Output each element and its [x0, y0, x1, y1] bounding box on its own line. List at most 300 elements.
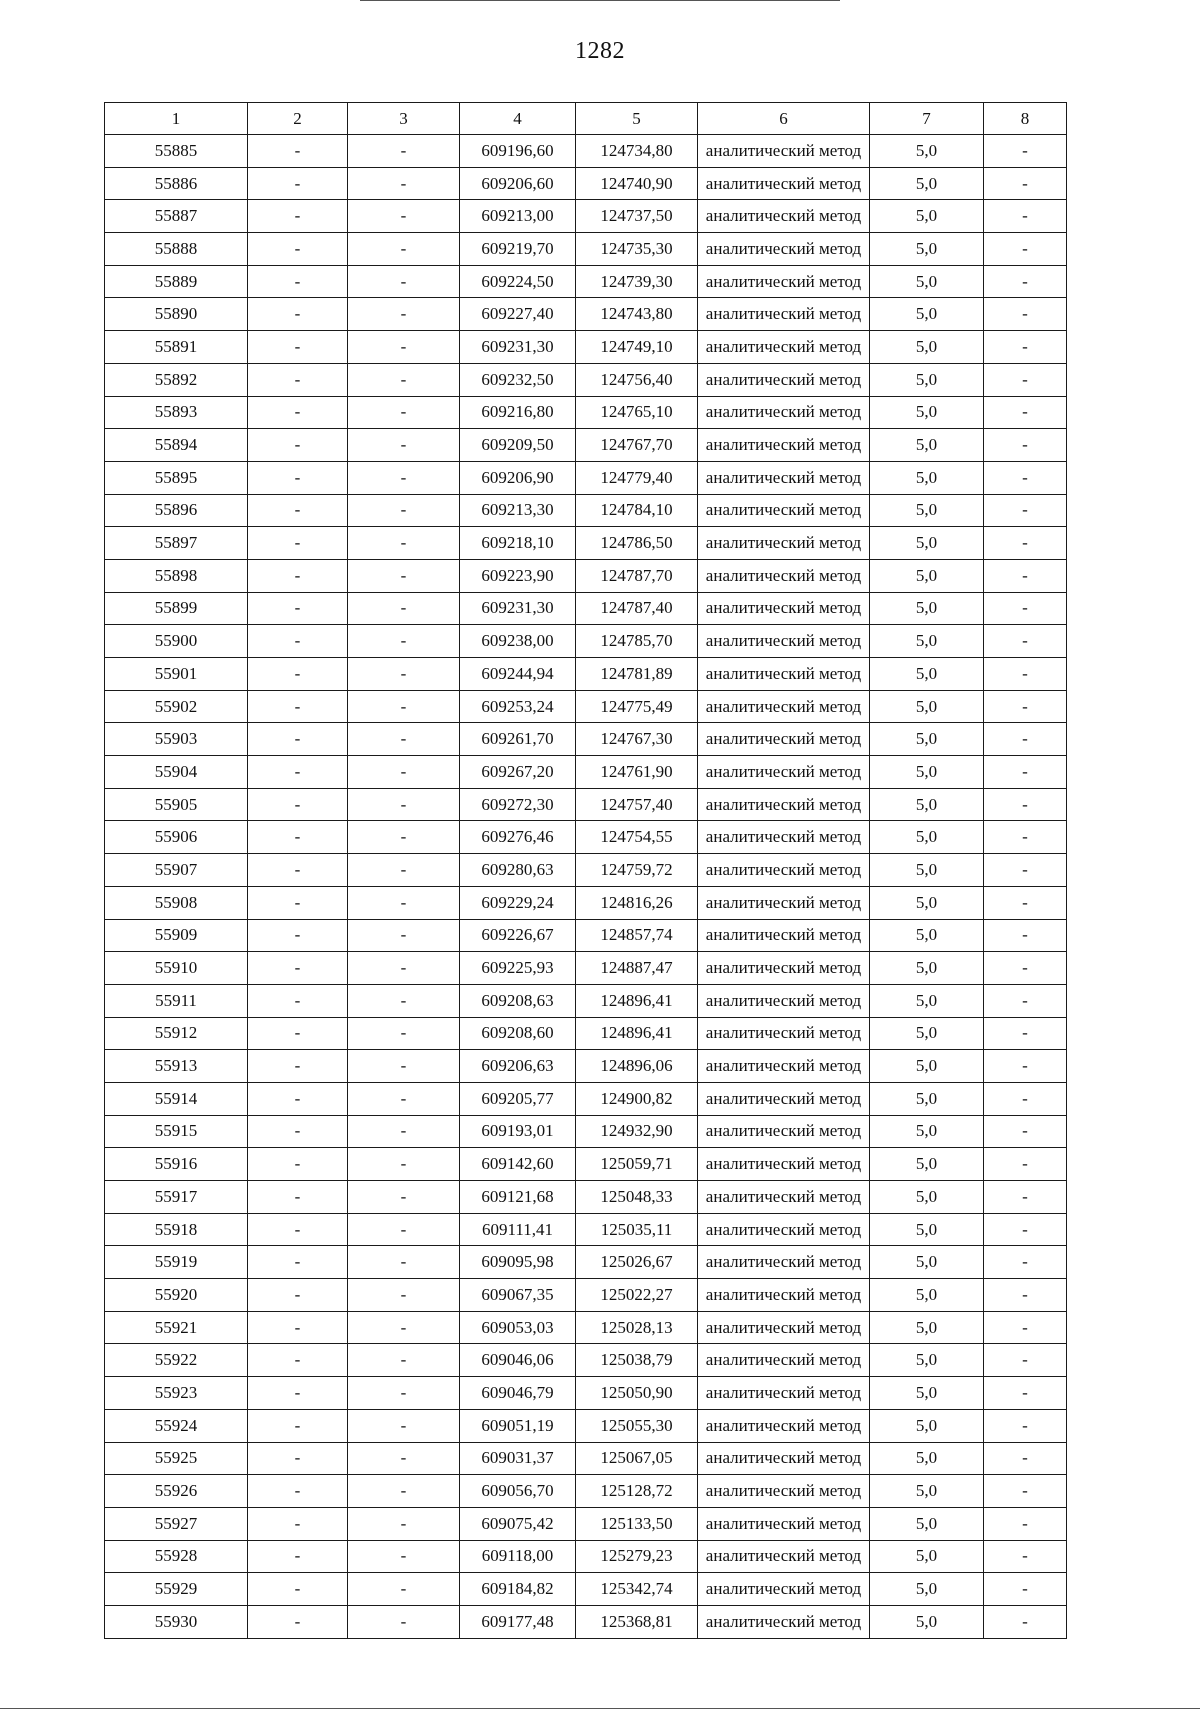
- cell-col2: -: [248, 919, 348, 952]
- cell-col8: -: [984, 1573, 1067, 1606]
- cell-col3: -: [348, 135, 460, 168]
- page-number: 1282: [575, 38, 625, 64]
- accuracy: 5,0: [870, 233, 984, 266]
- table-row: [105, 1540, 1067, 1573]
- method: аналитический метод: [698, 984, 870, 1017]
- y-coordinate: 124896,06: [576, 1050, 698, 1083]
- point-number: 55890: [105, 298, 248, 331]
- point-number: 55910: [105, 952, 248, 985]
- cell-col3: -: [348, 200, 460, 233]
- cell-col8: -: [984, 1311, 1067, 1344]
- accuracy: 5,0: [870, 952, 984, 985]
- accuracy: 5,0: [870, 363, 984, 396]
- y-coordinate: 124816,26: [576, 886, 698, 919]
- cell-col3: -: [348, 919, 460, 952]
- point-number: 55905: [105, 788, 248, 821]
- accuracy: 5,0: [870, 1148, 984, 1181]
- accuracy: 5,0: [870, 984, 984, 1017]
- y-coordinate: 125279,23: [576, 1540, 698, 1573]
- x-coordinate: 609218,10: [460, 527, 576, 560]
- method: аналитический метод: [698, 363, 870, 396]
- cell-col8: -: [984, 233, 1067, 266]
- cell-col3: -: [348, 396, 460, 429]
- y-coordinate: 125038,79: [576, 1344, 698, 1377]
- x-coordinate: 609261,70: [460, 723, 576, 756]
- point-number: 55930: [105, 1605, 248, 1638]
- cell-col2: -: [248, 494, 348, 527]
- y-coordinate: 124887,47: [576, 952, 698, 985]
- point-number: 55912: [105, 1017, 248, 1050]
- scan-edge-top: [360, 0, 840, 1]
- y-coordinate: 124757,40: [576, 788, 698, 821]
- x-coordinate: 609244,94: [460, 658, 576, 691]
- method: аналитический метод: [698, 1082, 870, 1115]
- cell-col3: -: [348, 756, 460, 789]
- cell-col2: -: [248, 233, 348, 266]
- table-row: [105, 527, 1067, 560]
- cell-col3: -: [348, 233, 460, 266]
- cell-col2: -: [248, 1050, 348, 1083]
- cell-col2: -: [248, 1115, 348, 1148]
- point-number: 55887: [105, 200, 248, 233]
- table-row: [105, 1605, 1067, 1638]
- x-coordinate: 609206,63: [460, 1050, 576, 1083]
- method: аналитический метод: [698, 1017, 870, 1050]
- cell-col8: -: [984, 527, 1067, 560]
- cell-col3: -: [348, 1311, 460, 1344]
- cell-col3: -: [348, 984, 460, 1017]
- x-coordinate: 609219,70: [460, 233, 576, 266]
- table-row: [105, 1475, 1067, 1508]
- point-number: 55895: [105, 461, 248, 494]
- point-number: 55909: [105, 919, 248, 952]
- cell-col2: -: [248, 527, 348, 560]
- table-row: [105, 1344, 1067, 1377]
- x-coordinate: 609193,01: [460, 1115, 576, 1148]
- cell-col8: -: [984, 298, 1067, 331]
- accuracy: 5,0: [870, 559, 984, 592]
- x-coordinate: 609111,41: [460, 1213, 576, 1246]
- point-number: 55929: [105, 1573, 248, 1606]
- y-coordinate: 124781,89: [576, 658, 698, 691]
- point-number: 55897: [105, 527, 248, 560]
- accuracy: 5,0: [870, 1115, 984, 1148]
- point-number: 55922: [105, 1344, 248, 1377]
- cell-col2: -: [248, 756, 348, 789]
- point-number: 55918: [105, 1213, 248, 1246]
- cell-col8: -: [984, 1050, 1067, 1083]
- cell-col2: -: [248, 1475, 348, 1508]
- accuracy: 5,0: [870, 396, 984, 429]
- cell-col3: -: [348, 331, 460, 364]
- cell-col3: -: [348, 1442, 460, 1475]
- y-coordinate: 124743,80: [576, 298, 698, 331]
- y-coordinate: 125028,13: [576, 1311, 698, 1344]
- accuracy: 5,0: [870, 723, 984, 756]
- accuracy: 5,0: [870, 1213, 984, 1246]
- x-coordinate: 609121,68: [460, 1181, 576, 1214]
- method: аналитический метод: [698, 331, 870, 364]
- accuracy: 5,0: [870, 1279, 984, 1312]
- table-row: [105, 1050, 1067, 1083]
- accuracy: 5,0: [870, 1344, 984, 1377]
- x-coordinate: 609276,46: [460, 821, 576, 854]
- cell-col8: -: [984, 429, 1067, 462]
- table-row: [105, 1377, 1067, 1410]
- accuracy: 5,0: [870, 1311, 984, 1344]
- point-number: 55906: [105, 821, 248, 854]
- cell-col8: -: [984, 1605, 1067, 1638]
- cell-col2: -: [248, 886, 348, 919]
- accuracy: 5,0: [870, 1540, 984, 1573]
- table-row: [105, 1148, 1067, 1181]
- table-row: [105, 658, 1067, 691]
- point-number: 55907: [105, 854, 248, 887]
- accuracy: 5,0: [870, 298, 984, 331]
- cell-col2: -: [248, 592, 348, 625]
- cell-col2: -: [248, 265, 348, 298]
- x-coordinate: 609238,00: [460, 625, 576, 658]
- y-coordinate: 124737,50: [576, 200, 698, 233]
- x-coordinate: 609206,60: [460, 167, 576, 200]
- cell-col2: -: [248, 1442, 348, 1475]
- y-coordinate: 124740,90: [576, 167, 698, 200]
- y-coordinate: 124765,10: [576, 396, 698, 429]
- accuracy: 5,0: [870, 331, 984, 364]
- point-number: 55889: [105, 265, 248, 298]
- accuracy: 5,0: [870, 1605, 984, 1638]
- method: аналитический метод: [698, 952, 870, 985]
- cell-col3: -: [348, 167, 460, 200]
- cell-col2: -: [248, 723, 348, 756]
- table-row: [105, 1181, 1067, 1214]
- cell-col2: -: [248, 984, 348, 1017]
- y-coordinate: 124779,40: [576, 461, 698, 494]
- table-row: [105, 1507, 1067, 1540]
- table-row: [105, 723, 1067, 756]
- x-coordinate: 609056,70: [460, 1475, 576, 1508]
- accuracy: 5,0: [870, 1181, 984, 1214]
- cell-col8: -: [984, 396, 1067, 429]
- accuracy: 5,0: [870, 690, 984, 723]
- y-coordinate: 124786,50: [576, 527, 698, 560]
- table-row: [105, 233, 1067, 266]
- column-header: 3: [348, 103, 460, 135]
- cell-col8: -: [984, 886, 1067, 919]
- x-coordinate: 609051,19: [460, 1409, 576, 1442]
- cell-col3: -: [348, 658, 460, 691]
- cell-col3: -: [348, 1148, 460, 1181]
- cell-col3: -: [348, 1507, 460, 1540]
- table-row: [105, 984, 1067, 1017]
- cell-col8: -: [984, 854, 1067, 887]
- accuracy: 5,0: [870, 1246, 984, 1279]
- y-coordinate: 125035,11: [576, 1213, 698, 1246]
- y-coordinate: 124756,40: [576, 363, 698, 396]
- x-coordinate: 609224,50: [460, 265, 576, 298]
- cell-col3: -: [348, 1605, 460, 1638]
- cell-col8: -: [984, 200, 1067, 233]
- point-number: 55919: [105, 1246, 248, 1279]
- cell-col2: -: [248, 298, 348, 331]
- cell-col3: -: [348, 1344, 460, 1377]
- cell-col2: -: [248, 1181, 348, 1214]
- cell-col8: -: [984, 1409, 1067, 1442]
- cell-col8: -: [984, 1344, 1067, 1377]
- method: аналитический метод: [698, 1279, 870, 1312]
- cell-col8: -: [984, 1181, 1067, 1214]
- method: аналитический метод: [698, 265, 870, 298]
- table-row: [105, 429, 1067, 462]
- accuracy: 5,0: [870, 135, 984, 168]
- method: аналитический метод: [698, 1050, 870, 1083]
- accuracy: 5,0: [870, 919, 984, 952]
- cell-col8: -: [984, 1115, 1067, 1148]
- x-coordinate: 609216,80: [460, 396, 576, 429]
- y-coordinate: 125050,90: [576, 1377, 698, 1410]
- cell-col3: -: [348, 527, 460, 560]
- y-coordinate: 124896,41: [576, 1017, 698, 1050]
- x-coordinate: 609208,60: [460, 1017, 576, 1050]
- y-coordinate: 125022,27: [576, 1279, 698, 1312]
- x-coordinate: 609206,90: [460, 461, 576, 494]
- cell-col8: -: [984, 658, 1067, 691]
- cell-col2: -: [248, 331, 348, 364]
- point-number: 55899: [105, 592, 248, 625]
- table-row: [105, 919, 1067, 952]
- cell-col8: -: [984, 1213, 1067, 1246]
- cell-col8: -: [984, 494, 1067, 527]
- table-row: [105, 854, 1067, 887]
- x-coordinate: 609184,82: [460, 1573, 576, 1606]
- accuracy: 5,0: [870, 461, 984, 494]
- x-coordinate: 609046,06: [460, 1344, 576, 1377]
- cell-col3: -: [348, 821, 460, 854]
- x-coordinate: 609213,30: [460, 494, 576, 527]
- y-coordinate: 124896,41: [576, 984, 698, 1017]
- y-coordinate: 124900,82: [576, 1082, 698, 1115]
- x-coordinate: 609280,63: [460, 854, 576, 887]
- table-row: [105, 821, 1067, 854]
- point-number: 55904: [105, 756, 248, 789]
- accuracy: 5,0: [870, 886, 984, 919]
- table-row: [105, 559, 1067, 592]
- cell-col2: -: [248, 658, 348, 691]
- cell-col3: -: [348, 592, 460, 625]
- cell-col2: -: [248, 200, 348, 233]
- cell-col8: -: [984, 756, 1067, 789]
- y-coordinate: 125368,81: [576, 1605, 698, 1638]
- method: аналитический метод: [698, 527, 870, 560]
- accuracy: 5,0: [870, 1050, 984, 1083]
- cell-col8: -: [984, 592, 1067, 625]
- y-coordinate: 124761,90: [576, 756, 698, 789]
- method: аналитический метод: [698, 298, 870, 331]
- cell-col2: -: [248, 1311, 348, 1344]
- cell-col2: -: [248, 1344, 348, 1377]
- accuracy: 5,0: [870, 494, 984, 527]
- accuracy: 5,0: [870, 592, 984, 625]
- cell-col2: -: [248, 1409, 348, 1442]
- table-row: [105, 1311, 1067, 1344]
- cell-col2: -: [248, 429, 348, 462]
- point-number: 55914: [105, 1082, 248, 1115]
- y-coordinate: 124785,70: [576, 625, 698, 658]
- cell-col2: -: [248, 952, 348, 985]
- cell-col3: -: [348, 723, 460, 756]
- cell-col3: -: [348, 461, 460, 494]
- x-coordinate: 609232,50: [460, 363, 576, 396]
- x-coordinate: 609213,00: [460, 200, 576, 233]
- cell-col8: -: [984, 821, 1067, 854]
- cell-col3: -: [348, 494, 460, 527]
- point-number: 55925: [105, 1442, 248, 1475]
- x-coordinate: 609046,79: [460, 1377, 576, 1410]
- cell-col2: -: [248, 690, 348, 723]
- table-row: [105, 1442, 1067, 1475]
- cell-col2: -: [248, 559, 348, 592]
- cell-col3: -: [348, 854, 460, 887]
- cell-col8: -: [984, 723, 1067, 756]
- cell-col3: -: [348, 1017, 460, 1050]
- cell-col8: -: [984, 1082, 1067, 1115]
- method: аналитический метод: [698, 167, 870, 200]
- y-coordinate: 125059,71: [576, 1148, 698, 1181]
- table-row: [105, 265, 1067, 298]
- table-row: [105, 1213, 1067, 1246]
- point-number: 55924: [105, 1409, 248, 1442]
- method: аналитический метод: [698, 1540, 870, 1573]
- point-number: 55891: [105, 331, 248, 364]
- point-number: 55927: [105, 1507, 248, 1540]
- cell-col3: -: [348, 1246, 460, 1279]
- method: аналитический метод: [698, 756, 870, 789]
- table-row: [105, 298, 1067, 331]
- cell-col2: -: [248, 1573, 348, 1606]
- table-row: [105, 592, 1067, 625]
- cell-col8: -: [984, 690, 1067, 723]
- method: аналитический метод: [698, 1475, 870, 1508]
- method: аналитический метод: [698, 1442, 870, 1475]
- cell-col3: -: [348, 559, 460, 592]
- method: аналитический метод: [698, 429, 870, 462]
- y-coordinate: 124767,30: [576, 723, 698, 756]
- column-header: 4: [460, 103, 576, 135]
- cell-col3: -: [348, 429, 460, 462]
- accuracy: 5,0: [870, 527, 984, 560]
- x-coordinate: 609229,24: [460, 886, 576, 919]
- y-coordinate: 125342,74: [576, 1573, 698, 1606]
- cell-col3: -: [348, 1050, 460, 1083]
- point-number: 55903: [105, 723, 248, 756]
- accuracy: 5,0: [870, 625, 984, 658]
- y-coordinate: 124787,40: [576, 592, 698, 625]
- table-row: [105, 756, 1067, 789]
- x-coordinate: 609177,48: [460, 1605, 576, 1638]
- cell-col8: -: [984, 1279, 1067, 1312]
- method: аналитический метод: [698, 494, 870, 527]
- cell-col8: -: [984, 1475, 1067, 1508]
- point-number: 55915: [105, 1115, 248, 1148]
- method: аналитический метод: [698, 821, 870, 854]
- point-number: 55921: [105, 1311, 248, 1344]
- method: аналитический метод: [698, 396, 870, 429]
- cell-col2: -: [248, 1017, 348, 1050]
- accuracy: 5,0: [870, 200, 984, 233]
- table-row: [105, 1246, 1067, 1279]
- y-coordinate: 125026,67: [576, 1246, 698, 1279]
- x-coordinate: 609118,00: [460, 1540, 576, 1573]
- cell-col8: -: [984, 167, 1067, 200]
- accuracy: 5,0: [870, 1377, 984, 1410]
- cell-col3: -: [348, 690, 460, 723]
- x-coordinate: 609209,50: [460, 429, 576, 462]
- point-number: 55923: [105, 1377, 248, 1410]
- cell-col3: -: [348, 298, 460, 331]
- method: аналитический метод: [698, 919, 870, 952]
- column-header: 5: [576, 103, 698, 135]
- method: аналитический метод: [698, 1344, 870, 1377]
- cell-col2: -: [248, 167, 348, 200]
- cell-col3: -: [348, 1213, 460, 1246]
- y-coordinate: 124759,72: [576, 854, 698, 887]
- y-coordinate: 124932,90: [576, 1115, 698, 1148]
- point-number: 55926: [105, 1475, 248, 1508]
- cell-col2: -: [248, 1377, 348, 1410]
- cell-col8: -: [984, 135, 1067, 168]
- y-coordinate: 124754,55: [576, 821, 698, 854]
- method: аналитический метод: [698, 1573, 870, 1606]
- accuracy: 5,0: [870, 821, 984, 854]
- accuracy: 5,0: [870, 1475, 984, 1508]
- table-header-row: [105, 103, 1067, 135]
- x-coordinate: 609067,35: [460, 1279, 576, 1312]
- method: аналитический метод: [698, 1311, 870, 1344]
- cell-col8: -: [984, 984, 1067, 1017]
- cell-col8: -: [984, 461, 1067, 494]
- cell-col2: -: [248, 821, 348, 854]
- column-header: 6: [698, 103, 870, 135]
- y-coordinate: 125133,50: [576, 1507, 698, 1540]
- method: аналитический метод: [698, 1213, 870, 1246]
- column-header: 2: [248, 103, 348, 135]
- method: аналитический метод: [698, 1181, 870, 1214]
- cell-col8: -: [984, 1377, 1067, 1410]
- x-coordinate: 609272,30: [460, 788, 576, 821]
- point-number: 55898: [105, 559, 248, 592]
- y-coordinate: 124735,30: [576, 233, 698, 266]
- table-row: [105, 1279, 1067, 1312]
- table-row: [105, 952, 1067, 985]
- point-number: 55928: [105, 1540, 248, 1573]
- point-number: 55908: [105, 886, 248, 919]
- method: аналитический метод: [698, 135, 870, 168]
- method: аналитический метод: [698, 592, 870, 625]
- point-number: 55920: [105, 1279, 248, 1312]
- cell-col8: -: [984, 363, 1067, 396]
- cell-col3: -: [348, 363, 460, 396]
- table-row: [105, 396, 1067, 429]
- scan-edge-bottom: [0, 1708, 1200, 1709]
- x-coordinate: 609031,37: [460, 1442, 576, 1475]
- accuracy: 5,0: [870, 1017, 984, 1050]
- y-coordinate: 124775,49: [576, 690, 698, 723]
- accuracy: 5,0: [870, 167, 984, 200]
- cell-col2: -: [248, 461, 348, 494]
- method: аналитический метод: [698, 1507, 870, 1540]
- cell-col2: -: [248, 1082, 348, 1115]
- y-coordinate: 125128,72: [576, 1475, 698, 1508]
